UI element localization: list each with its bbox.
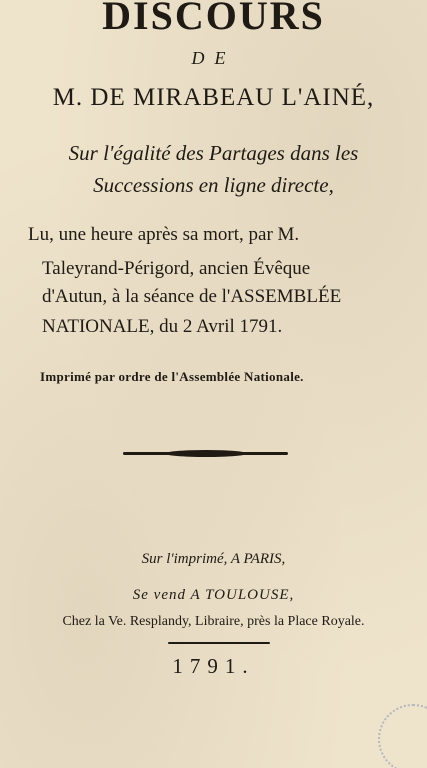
ornamental-rule bbox=[123, 452, 288, 455]
imprint-line-3: Chez la Ve. Resplandy, Libraire, près la Place Royale. bbox=[62, 614, 365, 629]
title-preposition: DE bbox=[191, 48, 236, 68]
reading-note-line-2: Taleyrand-Périgord, ancien Évêque bbox=[42, 258, 311, 279]
imprint-line-2: Se vend A TOULOUSE, bbox=[132, 587, 295, 603]
author-line: M. DE MIRABEAU L'AINÉ, bbox=[52, 84, 375, 111]
printing-order-line: Imprimé par ordre de l'Assemblée Nationale. bbox=[40, 369, 304, 384]
subject-line-1: Sur l'égalité des Partages dans les bbox=[68, 141, 359, 165]
reading-note-line-4: NATIONALE, du 2 Avril 1791. bbox=[42, 316, 283, 337]
imprint-line-1: Sur l'imprimé, A PARIS, bbox=[141, 551, 286, 567]
reading-note-line-1: Lu, une heure après sa mort, par M. bbox=[28, 224, 300, 245]
library-stamp bbox=[378, 704, 427, 768]
page-title: DISCOURS bbox=[102, 0, 325, 38]
reading-note-line-3: d'Autun, à la séance de l'ASSEMBLÉE bbox=[42, 286, 342, 307]
publication-year: 1791. bbox=[172, 654, 255, 678]
subject-line-2: Successions en ligne directe, bbox=[93, 173, 334, 197]
small-rule bbox=[168, 642, 270, 644]
